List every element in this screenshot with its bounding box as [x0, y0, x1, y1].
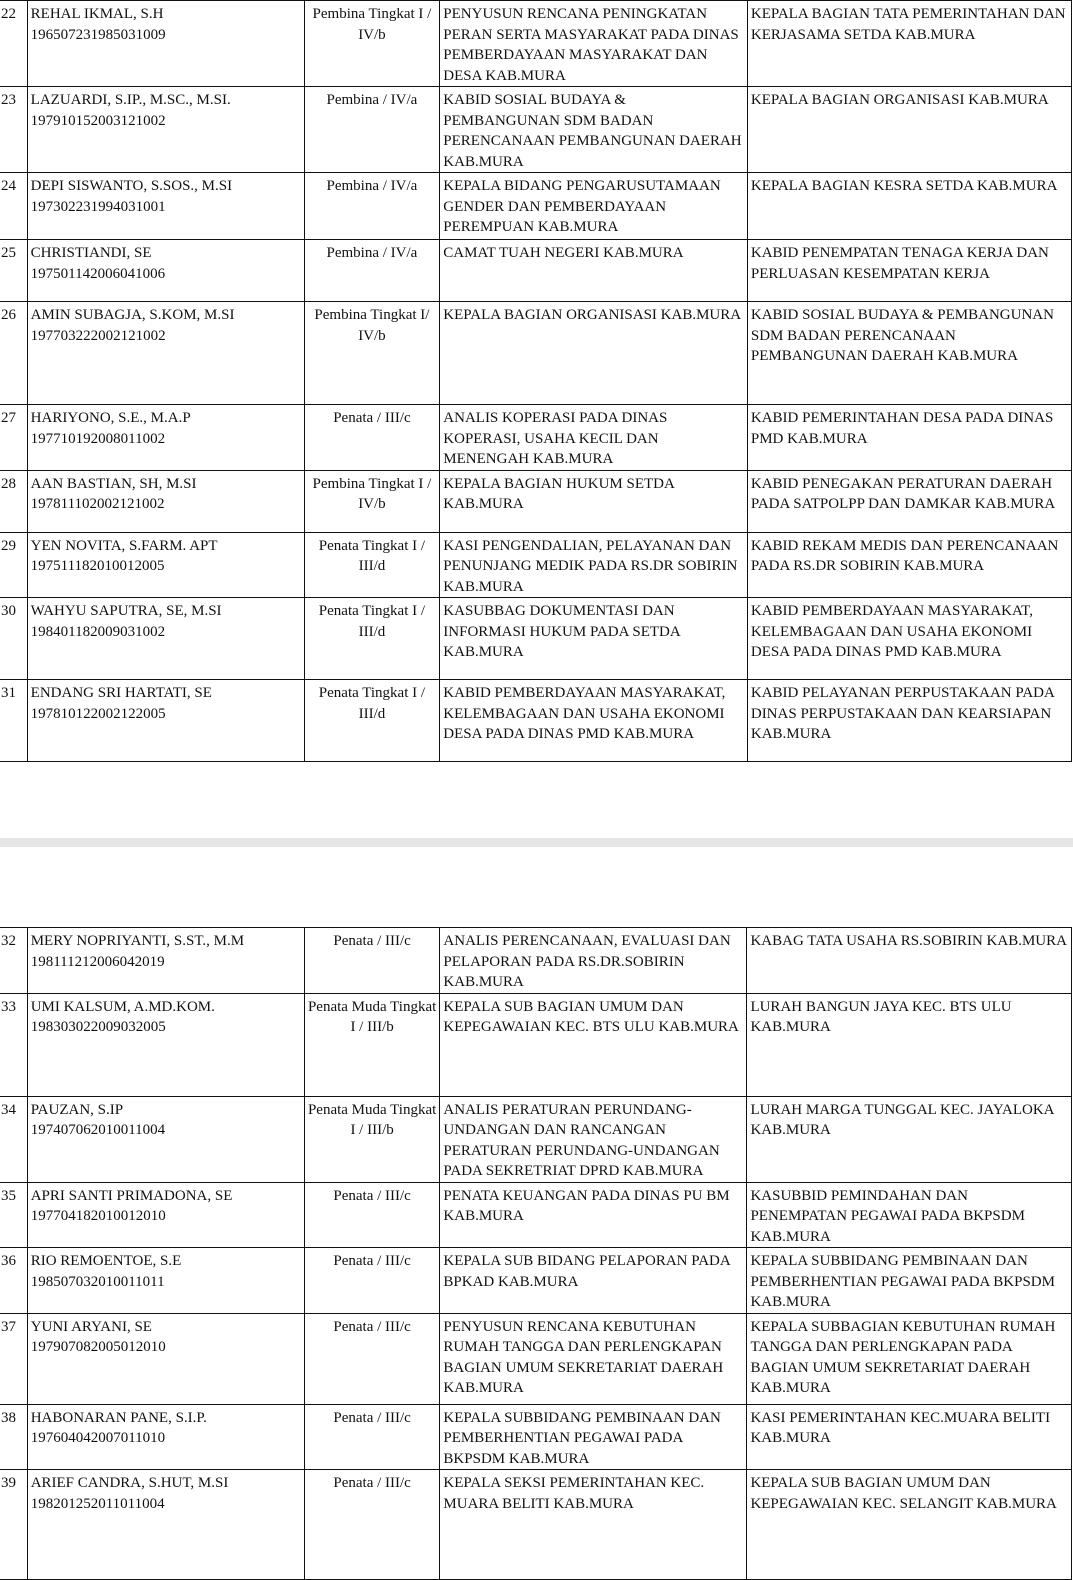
rank-grade: Penata / III/c	[304, 1404, 440, 1470]
employee-nip: 198201252011011004	[30, 1495, 165, 1512]
row-number: 22	[0, 1, 27, 87]
row-number: 33	[0, 993, 27, 1096]
employee-nip: 196507231985031009	[30, 26, 166, 43]
row-number: 23	[0, 87, 27, 173]
rank-grade: Pembina / IV/a	[304, 240, 440, 302]
employee-name: HARIYONO, S.E., M.A.P	[30, 410, 191, 426]
new-position: KASUBBID PEMINDAHAN DAN PENEMPATAN PEGAWAI PADA BKPSDM KAB.MURA	[747, 1182, 1072, 1248]
new-position: KEPALA BAGIAN KESRA SETDA KAB.MURA	[747, 173, 1071, 240]
employee-cell	[27, 1, 304, 87]
new-position: KEPALA SUBBAGIAN KEBUTUHAN RUMAH TANGGA DAN PERLENGKAPAN PADA BAGIAN UMUM SEKRETARIAT DAERAH KAB.MURA	[747, 1313, 1072, 1404]
employee-nip: 197810122002122005	[30, 705, 166, 722]
old-position: KEPALA SUBBIDANG PEMBINAAN DAN PEMBERHENTIAN PEGAWAI PADA BKPSDM KAB.MURA	[440, 1404, 747, 1470]
employee-nip: 197407062010011004	[30, 1122, 166, 1138]
new-position: KABID PENEMPATAN TENAGA KERJA DAN PERLUASAN KESEMPATAN KERJA	[747, 240, 1071, 302]
employee-cell	[27, 1470, 304, 1580]
employee-cell	[27, 680, 304, 762]
new-position: KEPALA BAGIAN TATA PEMERINTAHAN DAN KERJASAMA SETDA KAB.MURA	[747, 1, 1071, 87]
employee-nip: 197704182010012010	[30, 1208, 166, 1224]
rank-grade: Penata Tingkat I / III/d	[304, 532, 440, 598]
employee-name: AAN BASTIAN, SH, M.SI	[30, 475, 197, 492]
old-position: KASI PENGENDALIAN, PELAYANAN DAN PENUNJANG MEDIK PADA RS.DR SOBIRIN KAB.MURA	[440, 532, 748, 598]
employee-name: DEPI SISWANTO, S.SOS., M.SI	[30, 178, 233, 194]
employee-name: CHRISTIANDI, SE	[30, 245, 152, 261]
old-position: KEPALA SUB BIDANG PELAPORAN PADA BPKAD KAB.MURA	[440, 1248, 747, 1314]
rank-grade: Penata Muda Tingkat I / III/b	[304, 1096, 440, 1182]
rank-grade: Penata / III/c	[304, 1248, 440, 1314]
old-position: KEPALA BIDANG PENGARUSUTAMAAN GENDER DAN PEMBERDAYAAN PEREMPUAN KAB.MURA	[440, 173, 748, 240]
table-row	[0, 302, 1072, 405]
table-row	[0, 173, 1072, 240]
employee-name: YEN NOVITA, S.FARM. APT	[30, 537, 218, 554]
row-number: 24	[0, 173, 27, 240]
document-page-2	[0, 847, 1073, 1553]
table-row	[0, 87, 1072, 173]
old-position: PENYUSUN RENCANA KEBUTUHAN RUMAH TANGGA DAN PERLENGKAPAN BAGIAN UMUM SEKRETARIAT DAERAH KAB.MURA	[440, 1313, 747, 1404]
table-row	[0, 405, 1072, 471]
employee-nip: 197501142006041006	[30, 265, 166, 282]
table-row	[0, 1313, 1072, 1404]
employee-cell	[27, 240, 304, 302]
new-position: KABID PEMBERDAYAAN MASYARAKAT, KELEMBAGAAN DAN USAHA EKONOMI DESA PADA DINAS PMD KAB.MURA	[747, 598, 1071, 680]
rank-grade: Penata / III/c	[304, 1182, 440, 1248]
employee-name: UMI KALSUM, A.MD.KOM.	[30, 998, 215, 1015]
personnel-table-1	[0, 0, 1072, 762]
employee-cell	[27, 470, 304, 532]
employee-nip: 198303022009032005	[30, 1019, 166, 1035]
new-position: KABAG TATA USAHA RS.SOBIRIN KAB.MURA	[747, 928, 1072, 994]
old-position: ANALIS KOPERASI PADA DINAS KOPERASI, USAHA KECIL DAN MENENGAH KAB.MURA	[440, 405, 748, 471]
old-position: KABID PEMBERDAYAAN MASYARAKAT, KELEMBAGAAN DAN USAHA EKONOMI DESA PADA DINAS PMD KAB.MURA	[440, 680, 748, 762]
row-number: 34	[0, 1096, 27, 1182]
table-row	[0, 928, 1072, 994]
employee-cell	[27, 405, 304, 471]
row-number: 30	[0, 598, 27, 680]
table-row	[0, 993, 1072, 1096]
rank-grade: Pembina / IV/a	[304, 173, 440, 240]
old-position: KEPALA BAGIAN ORGANISASI KAB.MURA	[440, 302, 748, 405]
table-row	[0, 1096, 1072, 1182]
employee-cell	[27, 173, 304, 240]
rank-grade: Pembina Tingkat I/ IV/b	[304, 302, 440, 405]
row-number: 28	[0, 470, 27, 532]
row-number: 31	[0, 680, 27, 762]
row-number: 35	[0, 1182, 27, 1248]
employee-name: REHAL IKMAL, S.H	[30, 6, 164, 22]
row-number: 39	[0, 1470, 27, 1580]
employee-nip: 198111212006042019	[30, 953, 165, 970]
new-position: KABID PEMERINTAHAN DESA PADA DINAS PMD KAB.MURA	[747, 405, 1071, 471]
row-number: 32	[0, 928, 27, 994]
table-row	[0, 1, 1072, 87]
employee-name: LAZUARDI, S.IP., M.SC., M.SI.	[30, 92, 231, 108]
old-position: ANALIS PERATURAN PERUNDANG-UNDANGAN DAN RANCANGAN PERATURAN PERUNDANG-UNDANGAN PADA SEKRETRIAT DPRD KAB.MURA	[440, 1096, 747, 1182]
employee-name: RIO REMOENTOE, S.E	[30, 1253, 182, 1269]
row-number: 25	[0, 240, 27, 302]
employee-name: APRI SANTI PRIMADONA, SE	[30, 1187, 233, 1204]
employee-nip: 198401182009031002	[30, 623, 166, 640]
employee-cell	[27, 1248, 304, 1314]
table-row	[0, 680, 1072, 762]
old-position: KEPALA SUB BAGIAN UMUM DAN KEPEGAWAIAN KEC. BTS ULU KAB.MURA	[440, 993, 747, 1096]
employee-name: YUNI ARYANI, SE	[30, 1318, 152, 1335]
rank-grade: Penata Tingkat I / III/d	[304, 598, 440, 680]
employee-name: AMIN SUBAGJA, S.KOM, M.SI	[30, 307, 235, 323]
employee-cell	[27, 302, 304, 405]
employee-cell	[27, 598, 304, 680]
new-position: KABID PENEGAKAN PERATURAN DAERAH PADA SATPOLPP DAN DAMKAR KAB.MURA	[747, 470, 1071, 532]
rank-grade: Penata Tingkat I / III/d	[304, 680, 440, 762]
table-row	[0, 240, 1072, 302]
employee-nip: 197907082005012010	[30, 1339, 166, 1355]
new-position: LURAH MARGA TUNGGAL KEC. JAYALOKA KAB.MURA	[747, 1096, 1072, 1182]
old-position: KEPALA BAGIAN HUKUM SETDA KAB.MURA	[440, 470, 748, 532]
new-position: KASI PEMERINTAHAN KEC.MUARA BELITI KAB.MURA	[747, 1404, 1072, 1470]
employee-cell	[27, 532, 304, 598]
employee-name: HABONARAN PANE, S.I.P.	[30, 1409, 207, 1426]
employee-name: WAHYU SAPUTRA, SE, M.SI	[30, 603, 222, 619]
employee-nip: 197703222002121002	[30, 327, 166, 344]
new-position: LURAH BANGUN JAYA KEC. BTS ULU KAB.MURA	[747, 993, 1072, 1096]
employee-cell	[27, 993, 304, 1096]
old-position: KASUBBAG DOKUMENTASI DAN INFORMASI HUKUM PADA SETDA KAB.MURA	[440, 598, 748, 680]
employee-cell	[27, 1096, 304, 1182]
page-separator	[0, 838, 1073, 847]
table-row	[0, 470, 1072, 532]
table-row	[0, 1404, 1072, 1470]
rank-grade: Pembina Tingkat I / IV/b	[304, 1, 440, 87]
row-number: 27	[0, 405, 27, 471]
new-position: KEPALA SUB BAGIAN UMUM DAN KEPEGAWAIAN KEC. SELANGIT KAB.MURA	[747, 1470, 1072, 1580]
rank-grade: Pembina Tingkat I / IV/b	[304, 470, 440, 532]
rank-grade: Penata Muda Tingkat I / III/b	[304, 993, 440, 1096]
row-number: 29	[0, 532, 27, 598]
new-position: KABID PELAYANAN PERPUSTAKAAN PADA DINAS PERPUSTAKAAN DAN KEARSIAPAN KAB.MURA	[747, 680, 1071, 762]
new-position: KABID REKAM MEDIS DAN PERENCANAAN PADA RS.DR SOBIRIN KAB.MURA	[747, 532, 1071, 598]
new-position: KEPALA BAGIAN ORGANISASI KAB.MURA	[747, 87, 1071, 173]
old-position: PENYUSUN RENCANA PENINGKATAN PERAN SERTA MASYARAKAT PADA DINAS PEMBERDAYAAN MASYARAKAT DAN DESA KAB.MURA	[440, 1, 748, 87]
employee-nip: 197604042007011010	[30, 1430, 166, 1446]
old-position: CAMAT TUAH NEGERI KAB.MURA	[440, 240, 748, 302]
employee-nip: 197710192008011002	[30, 430, 166, 447]
old-position: ANALIS PERENCANAAN, EVALUASI DAN PELAPORAN PADA RS.DR.SOBIRIN KAB.MURA	[440, 928, 747, 994]
employee-cell	[27, 928, 304, 994]
table-row	[0, 598, 1072, 680]
rank-grade: Penata / III/c	[304, 1313, 440, 1404]
row-number: 36	[0, 1248, 27, 1314]
personnel-table-2	[0, 927, 1072, 1580]
employee-name: ENDANG SRI HARTATI, SE	[30, 685, 212, 701]
table-row	[0, 532, 1072, 598]
employee-nip: 197910152003121002	[30, 112, 166, 129]
employee-nip: 197511182010012005	[30, 558, 165, 574]
employee-cell	[27, 1182, 304, 1248]
row-number: 26	[0, 302, 27, 405]
employee-cell	[27, 87, 304, 173]
rank-grade: Penata / III/c	[304, 1470, 440, 1580]
row-number: 37	[0, 1313, 27, 1404]
old-position: PENATA KEUANGAN PADA DINAS PU BM KAB.MURA	[440, 1182, 747, 1248]
employee-name: MERY NOPRIYANTI, S.ST., M.M	[30, 933, 245, 949]
employee-cell	[27, 1404, 304, 1470]
employee-cell	[27, 1313, 304, 1404]
rank-grade: Penata / III/c	[304, 928, 440, 994]
employee-name: PAUZAN, S.IP	[30, 1101, 124, 1118]
employee-name: ARIEF CANDRA, S.HUT, M.SI	[30, 1475, 229, 1491]
table-row	[0, 1248, 1072, 1314]
old-position: KEPALA SEKSI PEMERINTAHAN KEC. MUARA BELITI KAB.MURA	[440, 1470, 747, 1580]
employee-nip: 198507032010011011	[30, 1273, 165, 1290]
old-position: KABID SOSIAL BUDAYA & PEMBANGUNAN SDM BADAN PERENCANAAN PEMBANGUNAN DAERAH KAB.MURA	[440, 87, 748, 173]
new-position: KABID SOSIAL BUDAYA & PEMBANGUNAN SDM BADAN PERENCANAAN PEMBANGUNAN DAERAH KAB.MURA	[747, 302, 1071, 405]
table-row	[0, 1182, 1072, 1248]
rank-grade: Penata / III/c	[304, 405, 440, 471]
table-row	[0, 1470, 1072, 1580]
new-position: KEPALA SUBBIDANG PEMBINAAN DAN PEMBERHENTIAN PEGAWAI PADA BKPSDM KAB.MURA	[747, 1248, 1072, 1314]
employee-nip: 197811102002121002	[30, 496, 165, 512]
row-number: 38	[0, 1404, 27, 1470]
rank-grade: Pembina / IV/a	[304, 87, 440, 173]
employee-nip: 197302231994031001	[30, 198, 166, 215]
